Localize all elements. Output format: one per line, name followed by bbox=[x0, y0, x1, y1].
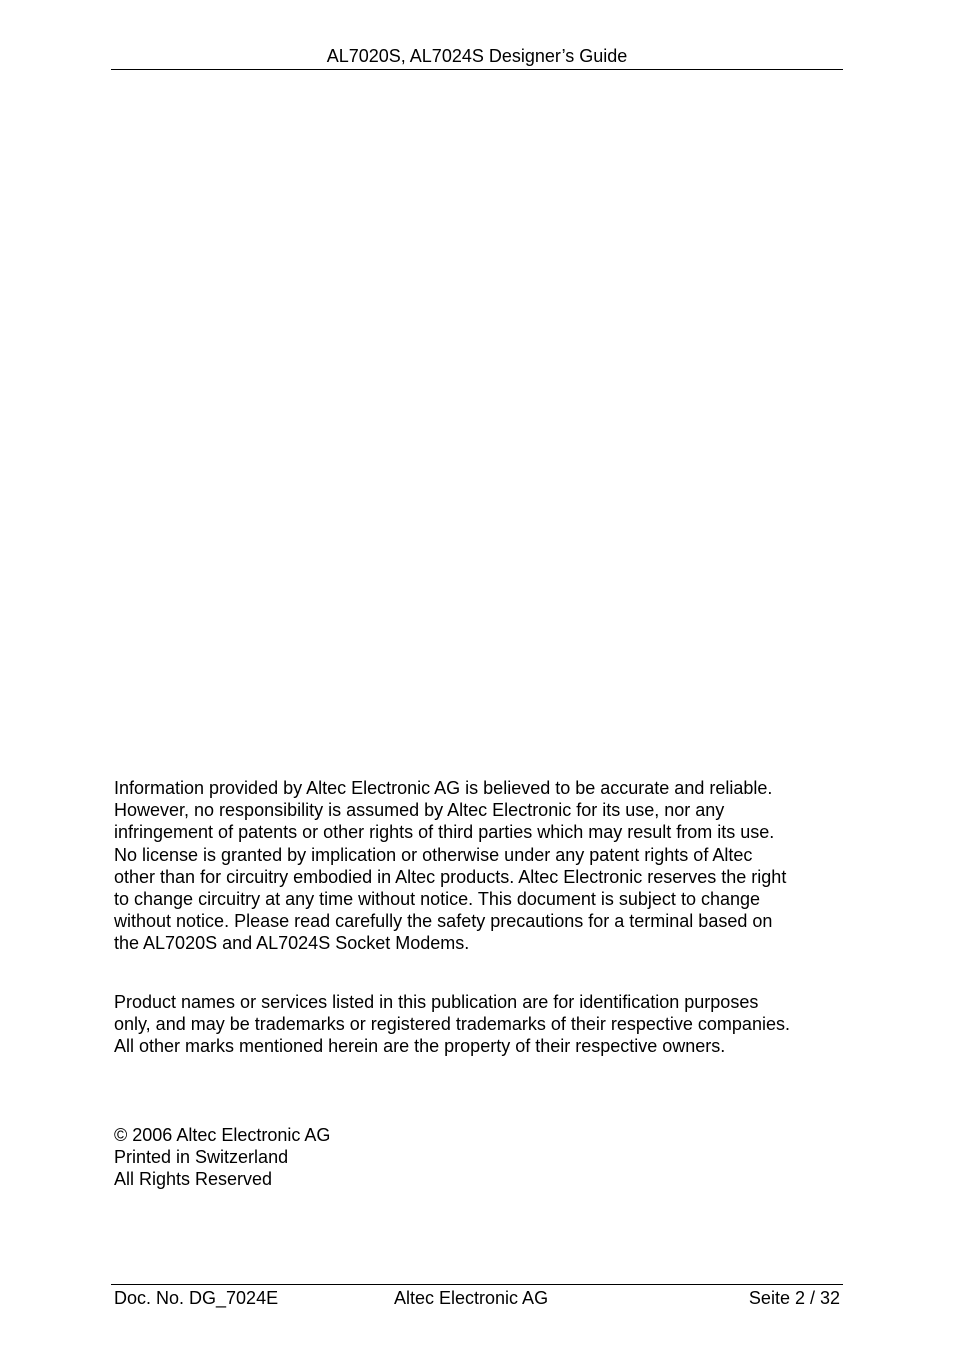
trademark-line: Product names or services listed in this publication are for identification purposes bbox=[114, 992, 759, 1012]
printed-in-line: Printed in Switzerland bbox=[114, 1147, 289, 1168]
copyright-line: © 2006 Altec Electronic AG bbox=[114, 1125, 331, 1145]
disclaimer-line: the AL7020S and AL7024S Socket Modems. bbox=[114, 933, 470, 954]
doc-number: Doc. No. DG_7024E bbox=[114, 1288, 279, 1308]
trademark-line: All other marks mentioned herein are the property of their respective owners. bbox=[114, 1036, 726, 1057]
copyright-block bbox=[114, 1124, 844, 1191]
trademark-line: only, and may be trademarks or registered trademarks of their respective companies. bbox=[114, 1014, 790, 1035]
page-footer bbox=[111, 1284, 843, 1311]
footer-company: Altec Electronic AG bbox=[394, 1288, 549, 1308]
disclaimer-line: to change circuitry at any time without notice. This document is subject to change bbox=[114, 889, 761, 910]
page-number: Seite 2 / 32 bbox=[748, 1288, 840, 1308]
rights-line: All Rights Reserved bbox=[114, 1169, 273, 1190]
disclaimer-line: without notice. Please read carefully the safety precautions for a terminal based on bbox=[114, 911, 773, 932]
disclaimer-line: other than for circuitry embodied in Altec products. Altec Electronic reserves the right bbox=[114, 866, 787, 887]
disclaimer-paragraph bbox=[114, 777, 844, 955]
disclaimer-line: No license is granted by implication or otherwise under any patent rights of Altec bbox=[114, 844, 753, 865]
disclaimer-line: infringement of patents or other rights of third parties which may result from its use. bbox=[114, 822, 775, 843]
disclaimer-line: Information provided by Altec Electronic AG is believed to be accurate and reliable. bbox=[114, 778, 773, 798]
trademark-paragraph bbox=[114, 991, 844, 1058]
document-title: AL7020S, AL7024S Designer’s Guide bbox=[326, 46, 628, 66]
page-header bbox=[111, 44, 843, 70]
disclaimer-line: However, no responsibility is assumed by Altec Electronic for its use, nor any bbox=[114, 800, 725, 821]
